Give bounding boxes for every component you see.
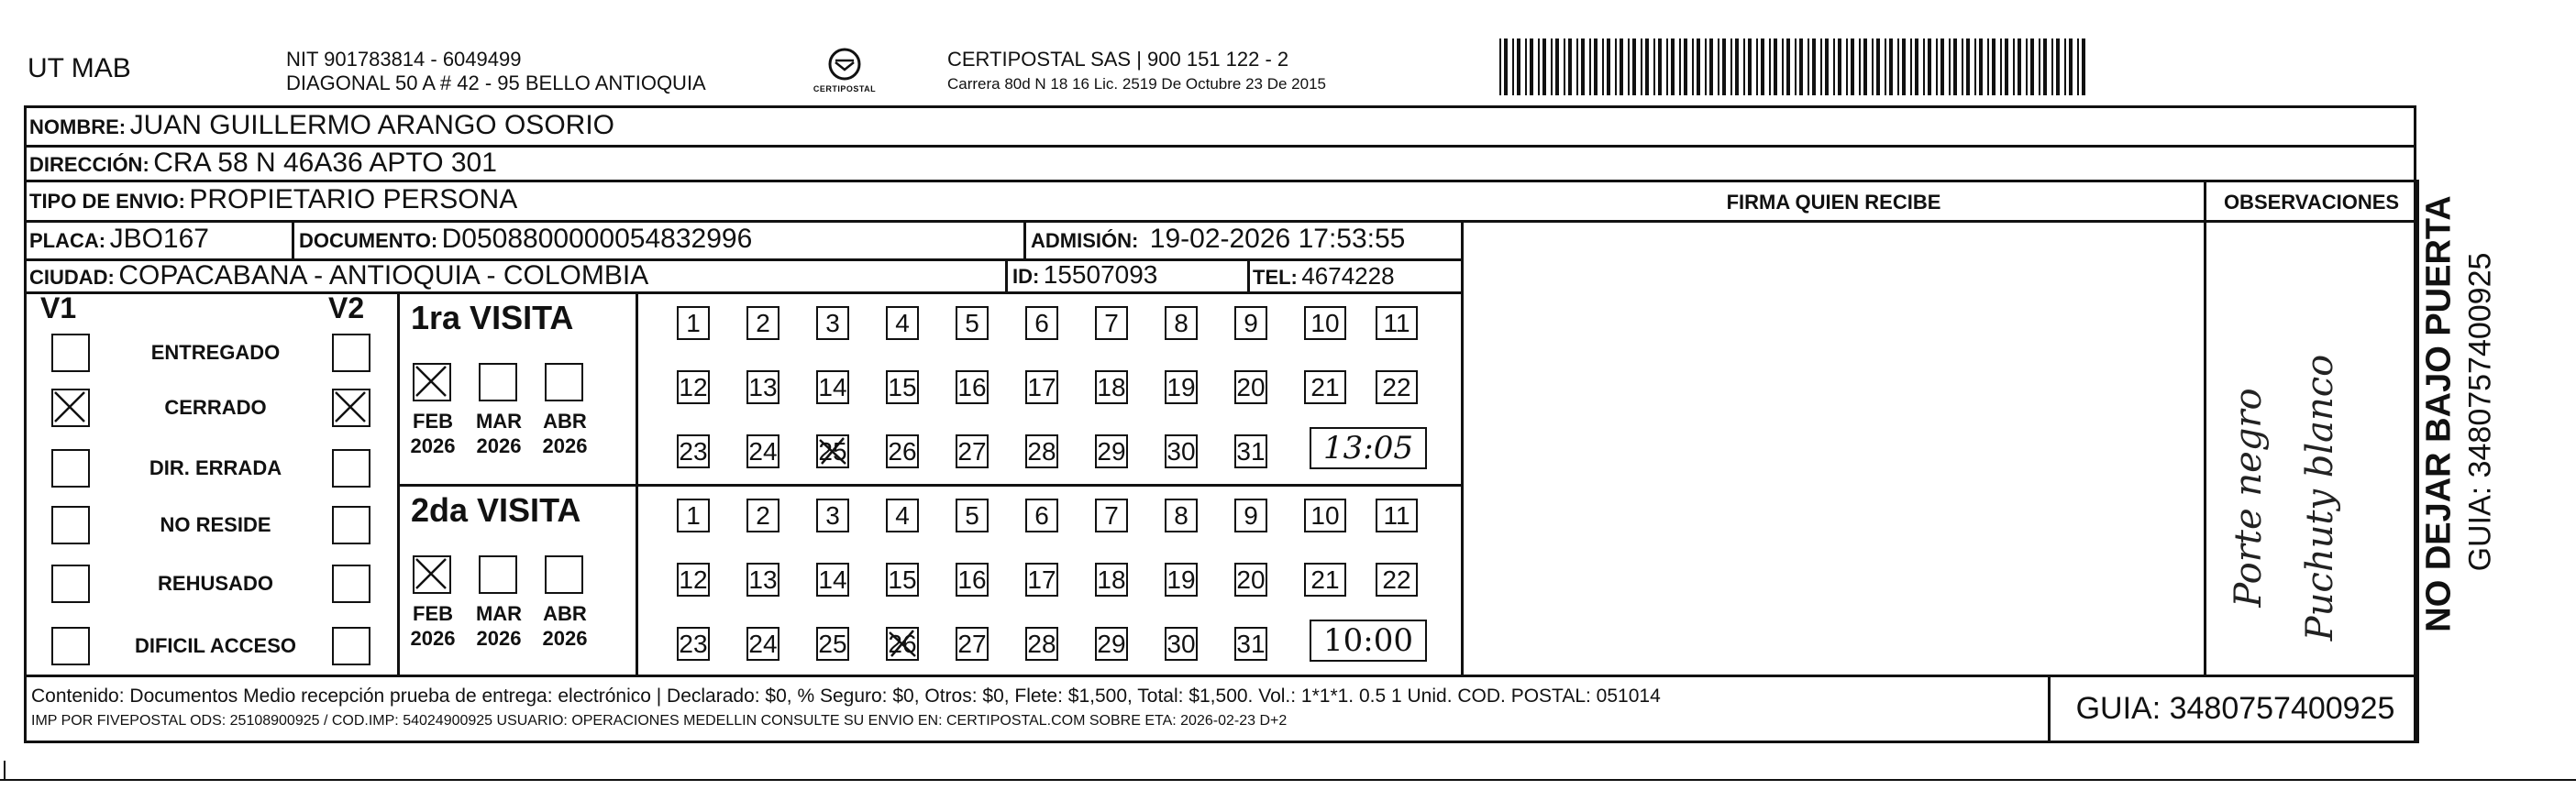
id-row: [1012, 260, 1157, 290]
visit2-day-23[interactable]: 23: [677, 627, 710, 661]
barcode-bar: [1538, 38, 1540, 95]
visit1-day-20[interactable]: 20: [1234, 370, 1267, 404]
visit1-day-8[interactable]: 8: [1165, 306, 1198, 340]
visit2-day-24[interactable]: 24: [746, 627, 779, 661]
admission-label: ADMISIÓN:: [1031, 229, 1139, 252]
visit1-day-29[interactable]: 29: [1095, 434, 1128, 468]
barcode-bar: [1851, 38, 1854, 95]
visit2-day-7[interactable]: 7: [1095, 499, 1128, 532]
visit1-day-12[interactable]: 12: [677, 370, 710, 404]
visit1-day-19[interactable]: 19: [1165, 370, 1198, 404]
barcode-bar: [1705, 38, 1707, 95]
col-divider: [1023, 222, 1026, 258]
admission-value: 19-02-2026 17:53:55: [1149, 224, 1406, 254]
visit2-day-21[interactable]: 21: [1304, 563, 1346, 597]
visit2-day-13[interactable]: 13: [746, 563, 779, 597]
barcode-bar: [1923, 38, 1925, 95]
barcode-bar: [1940, 38, 1944, 95]
barcode-bar: [1607, 38, 1610, 95]
row-divider: [24, 291, 1462, 294]
visit1-day-22[interactable]: 22: [1376, 370, 1418, 404]
barcode-bar: [1966, 38, 1970, 95]
address-row: [29, 148, 497, 179]
month-year: 2026: [410, 627, 456, 650]
tel-label: TEL:: [1253, 266, 1298, 289]
city-row: [29, 260, 648, 291]
barcode-bar: [2000, 38, 2002, 95]
visit1-day-16[interactable]: 16: [956, 370, 989, 404]
name-label: NOMBRE:: [29, 115, 127, 138]
barcode-bar: [1885, 38, 1886, 95]
v1-checkbox-5[interactable]: [51, 627, 90, 665]
row-divider: [24, 180, 2416, 182]
barcode-bar: [1833, 38, 1835, 95]
visit2-day-18[interactable]: 18: [1095, 563, 1128, 597]
barcode-bar: [1782, 38, 1784, 95]
v1-checkbox-2[interactable]: [51, 449, 90, 488]
barcode-bar: [2018, 38, 2021, 95]
document-value: D0508800000054832996: [441, 224, 753, 254]
v2-checkbox-1[interactable]: [332, 389, 370, 427]
barcode-bar: [1859, 38, 1861, 95]
month-label: [405, 409, 460, 458]
barcode-bar: [2056, 38, 2060, 95]
barcode-bar: [1820, 38, 1822, 95]
barcode-bar: [1620, 38, 1623, 95]
row-divider: [24, 220, 2416, 223]
month-name: FEB: [413, 410, 453, 433]
barcode-bar: [1910, 38, 1912, 95]
barcode-bar: [2039, 38, 2040, 95]
visit1-month-checkbox-0[interactable]: [413, 363, 451, 401]
barcode-bar: [1666, 38, 1668, 95]
visit2-day-22[interactable]: 22: [1376, 563, 1418, 597]
visit2-day-3[interactable]: 3: [816, 499, 849, 532]
barcode-bar: [1962, 38, 1963, 95]
v2-checkbox-4[interactable]: [332, 565, 370, 603]
visit2-month-checkbox-0[interactable]: [413, 555, 451, 594]
barcode-bar: [1795, 38, 1797, 95]
shipment-type: PROPIETARIO PERSONA: [189, 184, 518, 214]
barcode-bar: [2069, 38, 2073, 95]
month-name: MAR: [475, 602, 523, 625]
barcode-bar: [1897, 38, 1899, 95]
visit1-day-17[interactable]: 17: [1025, 370, 1058, 404]
col-divider: [636, 291, 638, 675]
v1-checkbox-0[interactable]: [51, 334, 90, 372]
barcode-bar: [1671, 38, 1675, 95]
visit1-day-2[interactable]: 2: [746, 306, 779, 340]
check-mark-icon: [816, 434, 849, 468]
barcode-bar: [1889, 38, 1893, 95]
v2-checkbox-3[interactable]: [332, 506, 370, 544]
barcode-bar: [1568, 38, 1572, 95]
visit1-day-28[interactable]: 28: [1025, 434, 1058, 468]
barcode-bar: [1653, 38, 1655, 95]
barcode-bar: [1722, 38, 1726, 95]
barcode-bar: [1902, 38, 1906, 95]
name-row: [29, 110, 614, 141]
month-label: [537, 601, 592, 651]
bottom-cut-line: [0, 779, 2576, 781]
carrier-name: CERTIPOSTAL SAS | 900 151 122 - 2: [947, 48, 1289, 71]
visit2-day-4[interactable]: 4: [886, 499, 919, 532]
barcode-bar: [1872, 38, 1874, 95]
barcode-bar: [1769, 38, 1771, 95]
address-label: DIRECCIÓN:: [29, 153, 149, 176]
v2-checkbox-5[interactable]: [332, 627, 370, 665]
check-mark-icon: [415, 557, 448, 591]
visit1-title: 1ra VISITA: [411, 299, 574, 336]
barcode-bar: [1615, 38, 1617, 95]
visit1-day-6[interactable]: 6: [1025, 306, 1058, 340]
month-name: MAR: [475, 410, 523, 433]
barcode-bar: [1551, 38, 1553, 95]
barcode-bar: [1581, 38, 1585, 95]
check-mark-icon: [334, 390, 368, 424]
month-label: [537, 409, 592, 458]
visit2-day-14[interactable]: 14: [816, 563, 849, 597]
recipient-name: JUAN GUILLERMO ARANGO OSORIO: [129, 110, 614, 140]
visit1-month-checkbox-2[interactable]: [545, 363, 583, 401]
barcode-bar: [1992, 38, 1996, 95]
barcode-bar: [1718, 38, 1719, 95]
v1-checkbox-4[interactable]: [51, 565, 90, 603]
barcode-bar: [2043, 38, 2047, 95]
visit2-day-17[interactable]: 17: [1025, 563, 1058, 597]
plate-label: PLACA:: [29, 229, 106, 252]
visit1-month-checkbox-1[interactable]: [479, 363, 517, 401]
month-label: [471, 601, 526, 651]
month-year: 2026: [476, 627, 522, 650]
barcode-bar: [1730, 38, 1732, 95]
visit2-day-1[interactable]: 1: [677, 499, 710, 532]
barcode-bar: [2005, 38, 2008, 95]
barcode-bar: [1936, 38, 1938, 95]
v2-checkbox-0[interactable]: [332, 334, 370, 372]
company-address: DIAGONAL 50 A # 42 - 95 BELLO ANTIOQUIA: [286, 71, 706, 94]
barcode-bar: [1684, 38, 1687, 95]
barcode-bar: [2013, 38, 2015, 95]
status-label: DIR. ERRADA: [149, 456, 282, 479]
visit2-day-12[interactable]: 12: [677, 563, 710, 597]
city-value: COPACABANA - ANTIOQUIA - COLOMBIA: [118, 260, 649, 291]
barcode-bar: [1786, 38, 1790, 95]
visit1-day-11[interactable]: 11: [1376, 306, 1418, 340]
plate-row: [29, 224, 209, 255]
visit2-day-2[interactable]: 2: [746, 499, 779, 532]
barcode-bar: [1761, 38, 1764, 95]
month-year: 2026: [542, 627, 588, 650]
id-value: 15507093: [1043, 260, 1158, 289]
visit2-day-28[interactable]: 28: [1025, 627, 1058, 661]
barcode-bar: [1774, 38, 1777, 95]
visit2-day-25[interactable]: 25: [816, 627, 849, 661]
visit2-day-8[interactable]: 8: [1165, 499, 1198, 532]
side-warning: NO DEJAR BAJO PUERTA: [2419, 195, 2459, 632]
visit1-day-25[interactable]: 25: [816, 434, 849, 468]
barcode-bar: [1987, 38, 1989, 95]
visit1-day-30[interactable]: 30: [1165, 434, 1198, 468]
barcode-bar: [1628, 38, 1630, 95]
col-divider: [2204, 180, 2206, 675]
visit2-day-26[interactable]: 26: [886, 627, 919, 661]
barcode-bar: [1697, 38, 1700, 95]
visit1-day-9[interactable]: 9: [1234, 306, 1267, 340]
visit2-day-15[interactable]: 15: [886, 563, 919, 597]
barcode-bar: [1512, 38, 1514, 95]
barcode-bar: [1499, 38, 1501, 95]
barcode-bar: [2051, 38, 2053, 95]
carrier-license: Carrera 80d N 18 16 Lic. 2519 De Octubre 23 De 2015: [947, 75, 1326, 93]
admission-row: [1031, 224, 1405, 255]
check-mark-icon: [53, 390, 87, 424]
visit1-day-1[interactable]: 1: [677, 306, 710, 340]
barcode-bar: [2064, 38, 2066, 95]
visit2-day-31[interactable]: 31: [1234, 627, 1267, 661]
barcode-bar: [1709, 38, 1713, 95]
month-year: 2026: [542, 434, 588, 457]
bottom-cut-tick: [4, 761, 6, 781]
observation-line-1: Porte negro: [2228, 388, 2270, 608]
barcode-bar: [1756, 38, 1758, 95]
city-label: CIUDAD:: [29, 266, 115, 289]
barcode-bar: [1808, 38, 1809, 95]
barcode-bar: [1679, 38, 1681, 95]
document-label: DOCUMENTO:: [299, 229, 438, 252]
visit1-day-4[interactable]: 4: [886, 306, 919, 340]
logo-text: CERTIPOSTAL: [813, 84, 877, 93]
visit1-day-21[interactable]: 21: [1304, 370, 1346, 404]
barcode-bar: [1979, 38, 1983, 95]
v1-checkbox-1[interactable]: [51, 389, 90, 427]
footer-meta: IMP POR FIVEPOSTAL ODS: 25108900925 / COD.IMP: 54024900925 USUARIO: OPERACIONES MEDELLIN CONSULTE SU ENVIO EN: CERTIPOSTAL.COM SOBRE ETA: 2026-02-23 D+2: [31, 713, 1288, 729]
certipostal-logo: [812, 44, 878, 99]
barcode-bar: [1743, 38, 1745, 95]
barcode-bar: [1542, 38, 1546, 95]
barcode-bar: [1517, 38, 1520, 95]
col-divider: [1461, 220, 1464, 675]
barcode-bar: [1645, 38, 1649, 95]
col-divider: [1005, 258, 1008, 291]
visit1-day-26[interactable]: 26: [886, 434, 919, 468]
document-row: [299, 224, 752, 255]
row-divider: [24, 675, 2416, 677]
month-name: ABR: [543, 410, 587, 433]
visit2-day-16[interactable]: 16: [956, 563, 989, 597]
visit1-day-13[interactable]: 13: [746, 370, 779, 404]
barcode-bar: [1876, 38, 1880, 95]
status-label: ENTREGADO: [150, 341, 281, 364]
barcode-bar: [1658, 38, 1662, 95]
check-mark-icon: [886, 627, 919, 661]
barcode-bar: [2077, 38, 2079, 95]
barcode-bar: [1530, 38, 1533, 95]
col-divider: [292, 222, 294, 258]
visit2-time: 10:00: [1310, 620, 1427, 662]
v2-checkbox-2[interactable]: [332, 449, 370, 488]
visit2-day-30[interactable]: 30: [1165, 627, 1198, 661]
barcode-bar: [1555, 38, 1559, 95]
footer-content: Contenido: Documentos Medio recepción prueba de entrega: electrónico | Declarado: $0, % Seguro: $0, Otros: $0, Flete: $1,500, Total: $1,500. Vol.: 1*1*1. 0.5 1 Unid. COD. POSTAL: 051014: [31, 686, 1661, 707]
status-label: DIFICIL ACCESO: [134, 634, 296, 657]
month-name: FEB: [413, 602, 453, 625]
v1-checkbox-3[interactable]: [51, 506, 90, 544]
month-name: ABR: [543, 602, 587, 625]
barcode-bar: [1735, 38, 1739, 95]
v1-header: V1: [40, 291, 77, 324]
barcode-bar: [1589, 38, 1591, 95]
barcode-bar: [2026, 38, 2028, 95]
v2-header: V2: [328, 291, 365, 324]
barcode-bar: [1525, 38, 1527, 95]
barcode-bar: [1812, 38, 1816, 95]
barcode-bar: [1602, 38, 1604, 95]
visit1-day-15[interactable]: 15: [886, 370, 919, 404]
month-label: [405, 601, 460, 651]
visit2-day-29[interactable]: 29: [1095, 627, 1128, 661]
barcode-bar: [1928, 38, 1931, 95]
barcode-bar: [1576, 38, 1578, 95]
visit1-day-3[interactable]: 3: [816, 306, 849, 340]
barcode-bar: [1915, 38, 1918, 95]
visit2-title: 2da VISITA: [411, 491, 581, 529]
barcode-bar: [2030, 38, 2034, 95]
tel-value: 4674228: [1301, 262, 1395, 290]
barcode-bar: [1825, 38, 1829, 95]
barcode-bar: [1641, 38, 1642, 95]
col-divider: [2048, 675, 2051, 743]
barcode-bar: [1846, 38, 1848, 95]
signature-header: FIRMA QUIEN RECIBE: [1726, 191, 1941, 214]
barcode-bar: [1799, 38, 1803, 95]
col-divider: [1247, 258, 1250, 291]
visit2-day-11[interactable]: 11: [1376, 499, 1418, 532]
visit1-day-23[interactable]: 23: [677, 434, 710, 468]
visit2-month-checkbox-1[interactable]: [479, 555, 517, 594]
company-nit: NIT 901783814 - 6049499: [286, 48, 522, 71]
visit2-day-6[interactable]: 6: [1025, 499, 1058, 532]
observations-header: OBSERVACIONES: [2223, 191, 2400, 214]
visit1-day-31[interactable]: 31: [1234, 434, 1267, 468]
status-label: NO RESIDE: [160, 513, 271, 536]
barcode-bar: [1949, 38, 1951, 95]
visit2-day-10[interactable]: 10: [1304, 499, 1346, 532]
visit2-day-5[interactable]: 5: [956, 499, 989, 532]
type-label: TIPO DE ENVIO:: [29, 190, 185, 213]
visit1-time: 13:05: [1310, 427, 1427, 469]
barcode-bar: [1564, 38, 1565, 95]
visit2-month-checkbox-2[interactable]: [545, 555, 583, 594]
barcode-bar: [1594, 38, 1598, 95]
barcode-bar: [2082, 38, 2085, 95]
id-label: ID:: [1012, 265, 1040, 288]
type-row: [29, 184, 517, 215]
check-mark-icon: [415, 365, 448, 399]
observation-line-2: Puchuty blanco: [2299, 354, 2341, 642]
barcode-bar: [1504, 38, 1508, 95]
visit1-day-10[interactable]: 10: [1304, 306, 1346, 340]
barcode-bar: [1863, 38, 1867, 95]
barcode-bar: [1838, 38, 1841, 95]
visit1-day-18[interactable]: 18: [1095, 370, 1128, 404]
barcode-bar: [1974, 38, 1976, 95]
barcode: [1499, 38, 2086, 95]
recipient-address: CRA 58 N 46A36 APTO 301: [153, 148, 497, 178]
visit1-day-24[interactable]: 24: [746, 434, 779, 468]
barcode-bar: [1632, 38, 1636, 95]
side-guide: GUIA: 3480757400925: [2462, 252, 2498, 572]
barcode-bar: [1692, 38, 1694, 95]
plate-value: JBO167: [109, 224, 209, 254]
visit2-day-27[interactable]: 27: [956, 627, 989, 661]
status-label: REHUSADO: [158, 572, 273, 595]
status-label: CERRADO: [164, 396, 267, 419]
month-year: 2026: [476, 434, 522, 457]
barcode-bar: [1953, 38, 1957, 95]
visit1-day-14[interactable]: 14: [816, 370, 849, 404]
visit-divider: [397, 484, 1462, 487]
company-name: UT MAB: [28, 53, 131, 83]
visit2-day-19[interactable]: 19: [1165, 563, 1198, 597]
tel-row: [1253, 262, 1395, 291]
month-label: [471, 409, 526, 458]
visit2-day-9[interactable]: 9: [1234, 499, 1267, 532]
visit2-day-20[interactable]: 20: [1234, 563, 1267, 597]
visit1-day-7[interactable]: 7: [1095, 306, 1128, 340]
visit1-day-5[interactable]: 5: [956, 306, 989, 340]
footer-guide: GUIA: 3480757400925: [2075, 691, 2395, 726]
month-year: 2026: [410, 434, 456, 457]
barcode-bar: [1748, 38, 1752, 95]
col-divider: [397, 291, 400, 675]
visit1-day-27[interactable]: 27: [956, 434, 989, 468]
